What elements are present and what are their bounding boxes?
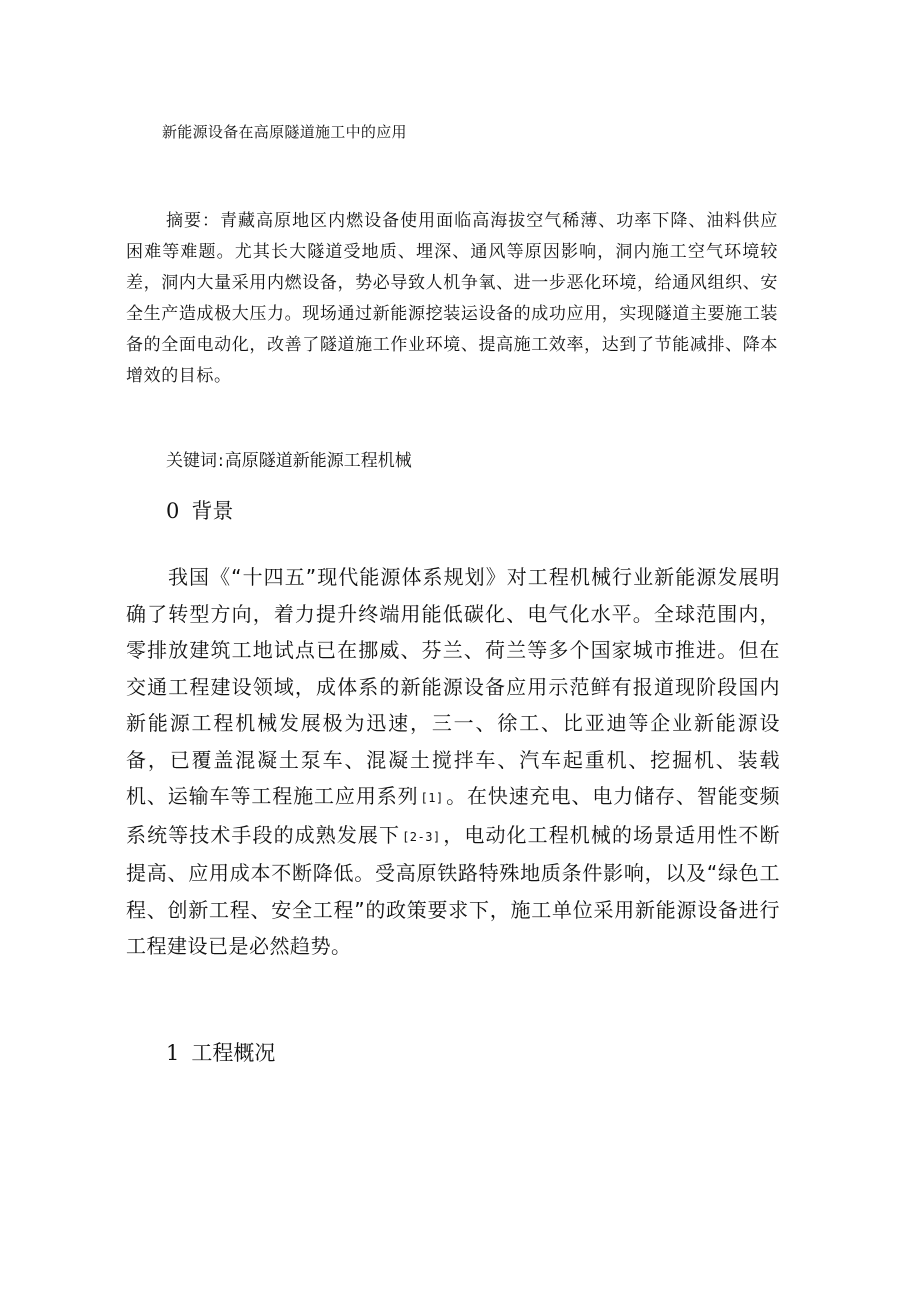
abstract-label: 摘要：	[166, 211, 221, 231]
keywords-label: 关键词	[166, 451, 217, 471]
section-heading-background	[166, 497, 233, 525]
keywords-line	[166, 449, 412, 473]
section-number: 0	[166, 499, 180, 523]
section-title: 背景	[191, 499, 234, 523]
keywords-separator: :	[218, 451, 224, 471]
document-title: 新能源设备在高原隧道施工中的应用	[162, 123, 407, 141]
section-heading-overview	[166, 1039, 275, 1067]
paragraph-text: 我国《“十四五”现代能源体系规划》对工程机械行业新能源发展明确了转型方向，着力提升终端用能低碳化、电气化水平。全球范围内，零排放建筑工地试点已在挪威、芬兰、荷兰等多个国家城市推进。但在交通工程建设领域，成体系的新能源设备应用示范鲜有报道现阶段国内新能源工程机械发展极为迅速，三一、徐工、比亚迪等企业新能源设备，已覆盖混凝土泵车、混凝土搅拌车、汽车起重机、挖掘机、装载机、运输车等工程施工应用系列	[126, 565, 780, 808]
abstract-text: 青藏高原地区内燃设备使用面临高海拔空气稀薄、功率下降、油料供应困难等难题。尤其长大隧道受地质、埋深、通风等原因影响，洞内施工空气环境较差，洞内大量采用内燃设备，势必导致人机争氧、进一步恶化环境，给通风组织、安全生产造成极大压力。现场通过新能源挖装运设备的成功应用，实现隧道主要施工装备的全面电动化，改善了隧道施工作业环境、提高施工效率，达到了节能减排、降本增效的目标。	[126, 211, 778, 386]
section-number: 1	[166, 1041, 180, 1065]
keywords-text: 高原隧道新能源工程机械	[224, 451, 412, 471]
abstract-paragraph	[126, 206, 778, 392]
section-title: 工程概况	[191, 1041, 276, 1065]
paragraph-text: ，电动化工程机械的场景适用性不断提高、应用成本不断降低。受高原铁路特殊地质条件影响，以及“绿色工程、创新工程、安全工程”的政策要求下，施工单位采用新能源设备进行工程建设已是必然趋势。	[126, 822, 781, 958]
paragraph-text: 。在快速充电、电力储存、智能变频系统等技术手段的成熟发展下	[126, 784, 781, 847]
citation-reference: [1]	[420, 791, 444, 805]
citation-reference: [2-3]	[402, 829, 441, 844]
background-paragraph	[126, 559, 780, 965]
